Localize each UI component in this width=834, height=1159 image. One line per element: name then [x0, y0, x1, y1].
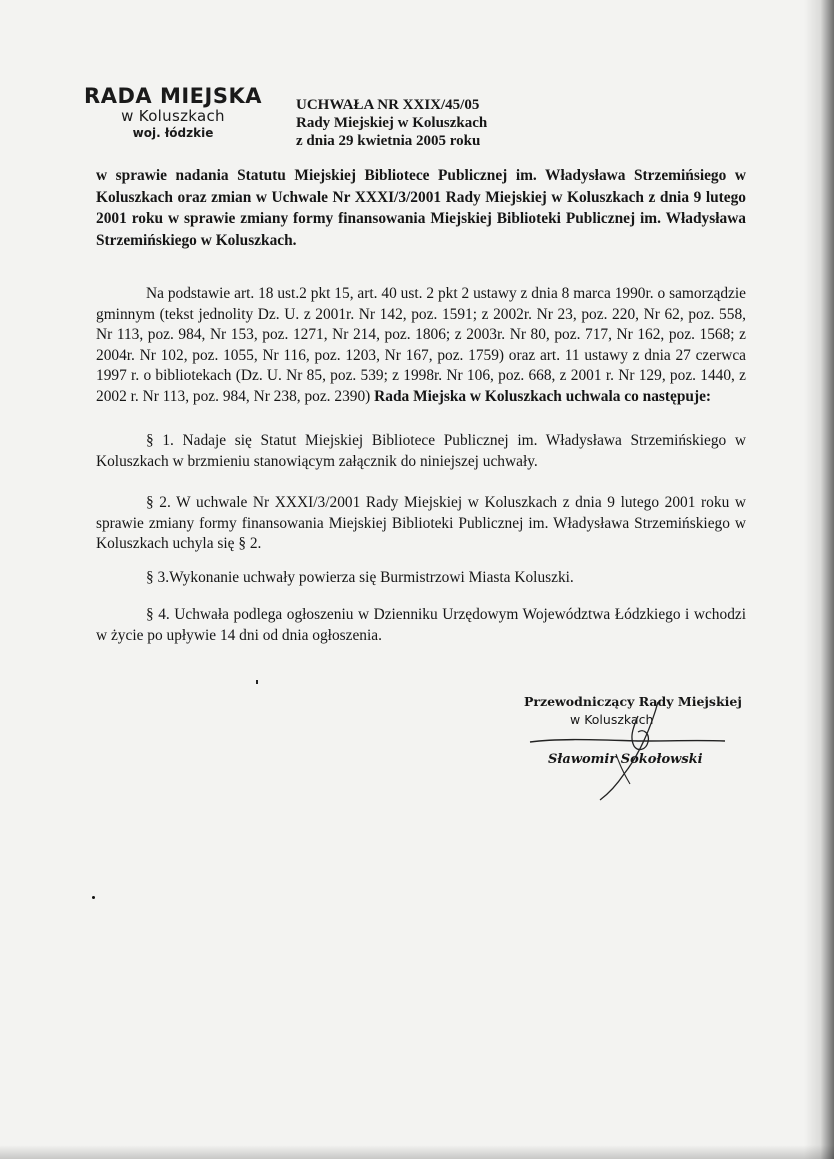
paragraph-1: § 1. Nadaje się Statut Miejskiej Bibliotece Publicznej im. Władysława Strzemińskiego w Koluszkach w brzmieniu stanowiącym załącznik do niniejszej uchwały. — [96, 432, 746, 470]
stamp-town: w Koluszkach — [121, 107, 225, 125]
scan-shadow-edge — [804, 0, 834, 1159]
resolution-number: UCHWAŁA NR XXIX/45/05 — [296, 97, 480, 113]
paragraph-4: § 4. Uchwała podlega ogłoszeniu w Dzienniku Urzędowym Województwa Łódzkiego i wchodzi w życie po upływie 14 dni od dnia ogłoszenia. — [96, 606, 746, 644]
paragraph-3: § 3.Wykonanie uchwały powierza się Burmistrzowi Miasta Koluszki. — [146, 569, 574, 586]
signatory-place: w Koluszkach — [570, 712, 654, 727]
scan-speck — [256, 680, 258, 684]
council-stamp — [78, 84, 268, 141]
legal-basis-text: Na podstawie art. 18 ust.2 pkt 15, art. 40 ust. 2 pkt 2 ustawy z dnia 8 marca 1990r. o samorządzie gminnym (tekst jednolity Dz. U. z 2001r. Nr 142, poz. 1591; z 2002r. Nr 23, poz. 220, Nr 62, poz. 558, Nr 113, poz. 984, Nr 153, poz. 1271, Nr 214, poz. 1806; z 2003r. Nr 80, poz. 717, Nr 162, poz. 1568; z 2004r. Nr 102, poz. 1055, Nr 116, poz. 1203, Nr 167, poz. 1759) oraz art. 11 ustawy z dnia 27 czerwca 1997 r. o bibliotekach (Dz. U. Nr 85, poz. 539; z 1998r. Nr 106, poz. 668, z 2001 r. Nr 129, poz. 1440, z 2002 r. Nr 113, poz. 984, Nr 238, poz. 2390) — [96, 285, 746, 405]
handwritten-signature — [520, 694, 740, 804]
stamp-voivodeship: woj. łódzkie — [132, 126, 214, 140]
signature-block — [520, 694, 740, 804]
paragraph-2: § 2. W uchwale Nr XXXI/3/2001 Rady Miejskiej w Koluszkach z dnia 9 lutego 2001 roku w sprawie zmiany formy finansowania Miejskiej Biblioteki Publicznej im. Władysława Strzemińskiego w Koluszkach uchyla się § 2. — [96, 494, 746, 552]
resolution-date: z dnia 29 kwietnia 2005 roku — [296, 133, 481, 149]
resolution-heading — [296, 96, 536, 150]
legal-basis-paragraph — [96, 284, 746, 407]
resolution-statement: Rada Miejska w Koluszkach uchwala co następuje: — [374, 387, 712, 405]
signatory-title: Przewodniczący Rady Miejskiej — [524, 694, 742, 709]
stamp-council-name: RADA MIEJSKA — [84, 84, 262, 108]
resolution-issuer: Rady Miejskiej w Koluszkach — [296, 115, 488, 131]
resolution-subject: w sprawie nadania Statutu Miejskiej Bibliotece Publicznej im. Władysława Strzemińsiego w Koluszkach oraz zmian w Uchwale Nr XXXI/3/2001 Rady Miejskiej w Koluszkach z dnia 9 lutego 2001 roku w sprawie zmiany formy finansowania Miejskiej Biblioteki Publicznej im. Władysława Strzemińskiego w Koluszkach. — [96, 167, 746, 249]
signatory-name: Sławomir Sokołowski — [548, 752, 703, 767]
scan-speck — [92, 896, 95, 899]
scan-shadow-bottom — [0, 1145, 834, 1159]
